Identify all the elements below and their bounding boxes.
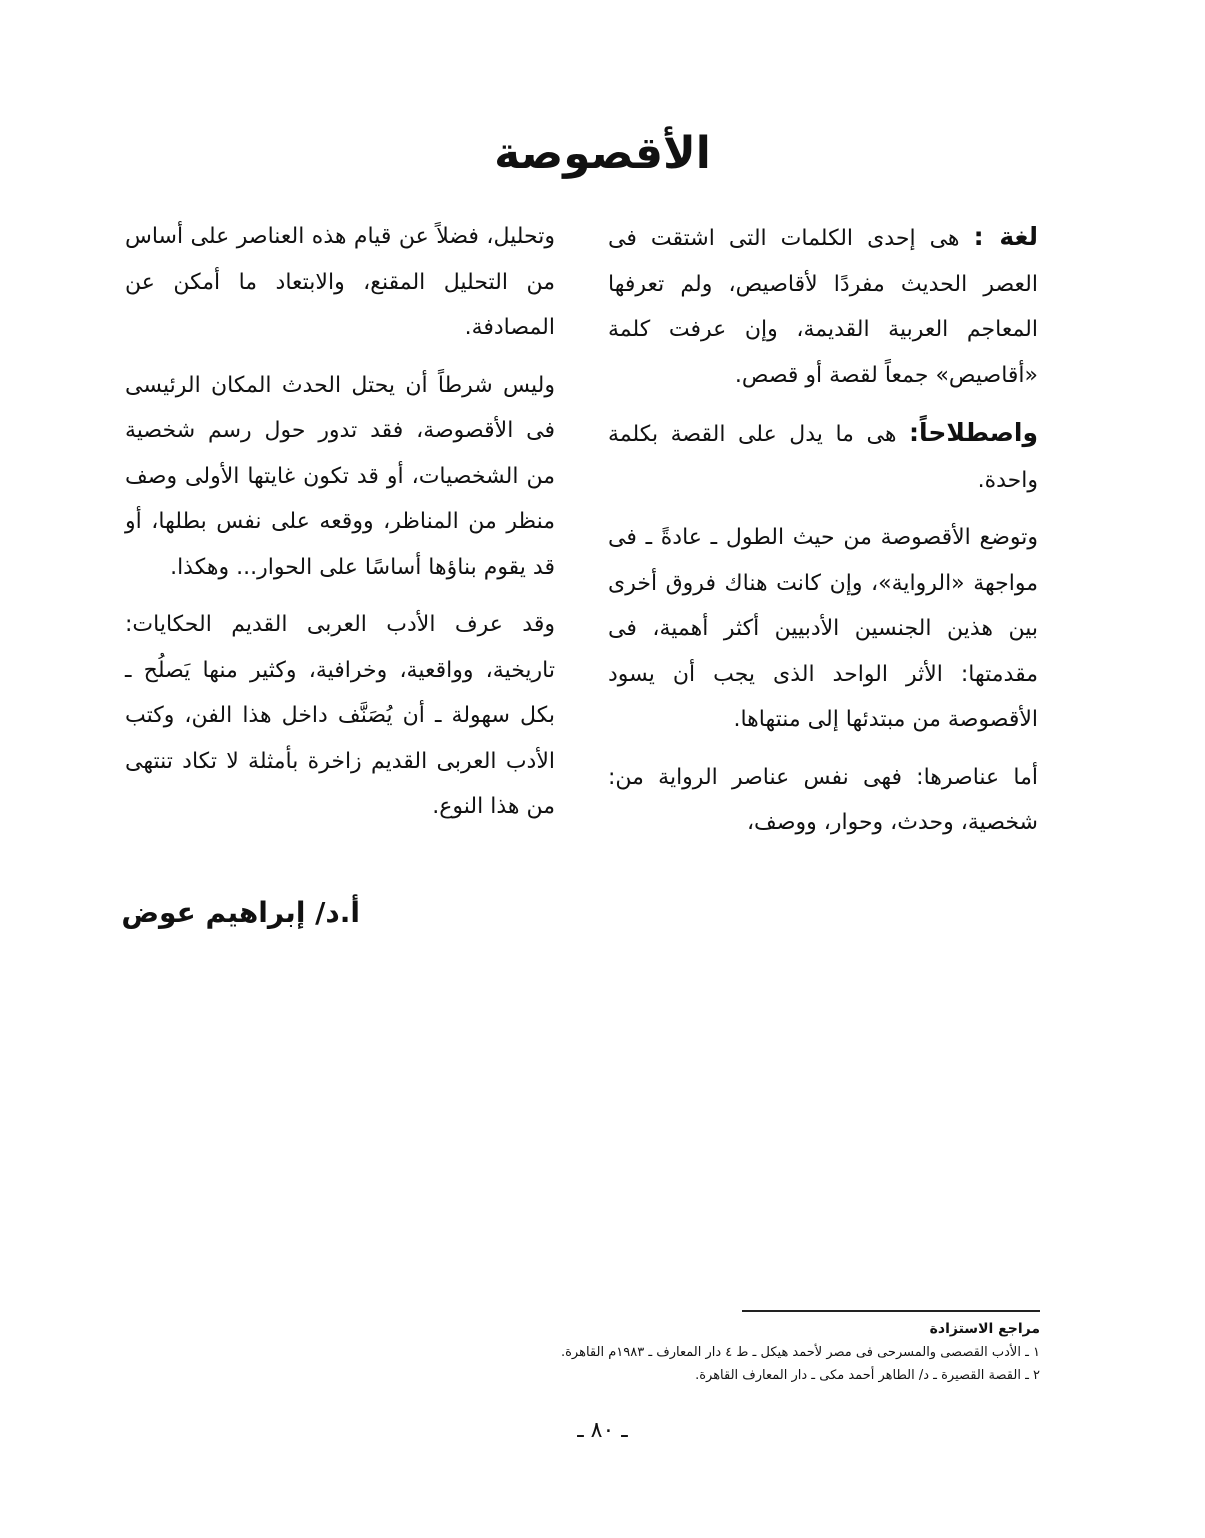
paragraph-terminology-definition	[608, 410, 1038, 503]
term-terminology: واصطلاحاً:	[908, 418, 1038, 447]
paragraph-length: وتوضع الأقصوصة من حيث الطول ـ عادةً ـ فى مواجهة «الرواية»، وإن كانت هناك فروق أخرى بين هذين الجنسين الأدبيين أكثر أهمية، فى مقدمتها: الأثر الواحد الذى يجب أن يسود الأقصوصة من مبتدئها إلى منتهاها.	[608, 525, 1038, 732]
left-column	[125, 214, 555, 842]
paragraph-analysis: وتحليل، فضلاً عن قيام هذه العناصر على أساس من التحليل المقنع، والابتعاد ما أمكن عن المصادفة.	[125, 224, 555, 340]
references-title: مراجع الاستزادة	[929, 1321, 1040, 1337]
reference-item: ٢ ـ القصة القصيرة ـ د/ الطاهر أحمد مكى ـ دار المعارف القاهرة.	[695, 1368, 1040, 1383]
page-number: ـ ٨٠ ـ	[577, 1418, 628, 1443]
paragraph-arabic-literature: وقد عرف الأدب العربى القديم الحكايات: تاريخية، وواقعية، وخرافية، وكثير منها يَصلُح ـ بكل سهولة ـ أن يُصَنَّف داخل هذا الفن، وكتب الأدب العربى القديم زاخرة بأمثلة لا تكاد تنتهى من هذا النوع.	[125, 612, 555, 819]
reference-item: ١ ـ الأدب القصصى والمسرحى فى مصر لأحمد هيكل ـ ط ٤ دار المعارف ـ ١٩٨٣م القاهرة.	[560, 1345, 1040, 1360]
page-title: الأقصوصة	[494, 128, 711, 179]
paragraph-event: وليس شرطاً أن يحتل الحدث المكان الرئيسى فى الأقصوصة، فقد تدور حول رسم شخصية من الشخصيات، أو قد تكون غايتها الأولى وصف منظر من المناظر، ووقعه على نفس بطلها، أو قد يقوم بناؤها أساسًا على الحوار... وهكذا.	[125, 372, 555, 580]
paragraph-text: هى ما يدل على القصة بكلمة واحدة.	[608, 422, 1038, 493]
term-language: لغة :	[973, 222, 1038, 251]
references-section	[440, 1318, 1040, 1387]
right-column	[608, 214, 1038, 858]
paragraph-text: هى إحدى الكلمات التى اشتقت فى العصر الحديث مفردًا لأقاصيص، ولم تعرفها المعاجم العربية القديمة، وإن عرفت كلمة «أقاصيص» جمعاً لقصة أو قصص.	[608, 226, 1038, 388]
footnote-divider	[742, 1310, 1040, 1312]
author-signature: أ.د/ إبراهيم عوض	[121, 896, 360, 929]
paragraph-language-definition	[608, 214, 1038, 398]
paragraph-elements: أما عناصرها: فهى نفس عناصر الرواية من: شخصية، وحدث، وحوار، ووصف،	[608, 764, 1038, 835]
